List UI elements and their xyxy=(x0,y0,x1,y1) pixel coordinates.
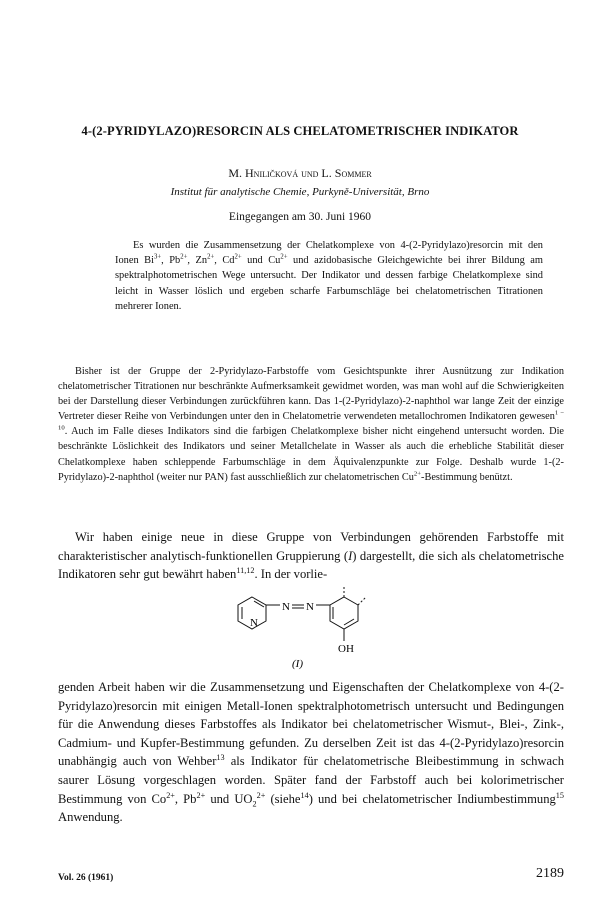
article-title: 4-(2-PYRIDYLAZO)RESORCIN ALS CHELATOMETRISCHER INDIKATOR xyxy=(81,124,519,138)
body-paragraph-2: Wir haben einige neue in diese Gruppe von Verbindungen gehörenden Farbstoffe mit charakteristischer analytisch-funktionellen Gruppierung (I) dargestellt, die sich als chelatometrische Indikatoren sehr gut bewährt haben$^{11,12}$. In der vorlie- xyxy=(58,530,565,582)
journal-volume: Vol. 26 (1961) xyxy=(58,873,114,883)
phenol-ring xyxy=(330,597,358,629)
page-number: 2189 xyxy=(536,866,564,881)
received-date: Eingegangen am 30. Juni 1960 xyxy=(228,211,372,223)
structure-label: (I) xyxy=(292,658,303,670)
abstract: Es wurden die Zusammensetzung der Chelatkomplexe von 4-(2-Pyridylazo)resorcin mit den Ionen $Bi^{3+}$, $Pb^{2+}$, $Zn^{2+}$, $Cd^{2+}$ und $Cu^{2+}$ und azidobasische Gleichgewichte bei ihrer Bildung am spektralphotometrischen Wege untersucht. Der Indikator und dessen farbige Chelatkomplexe sind leicht in Wasser löslich und ergeben scharfe Farbumschläge bei chelatometrischen Titrationen mehrerer Ionen. xyxy=(115,240,543,312)
atom-n-azo-2: N xyxy=(306,601,314,613)
chemical-structure xyxy=(232,585,372,675)
article-authors: M. Hniličková und L. Sommer xyxy=(228,166,372,180)
atom-oh: OH xyxy=(338,643,354,655)
article-institute: Institut für analytische Chemie, Purkyně-Universität, Brno xyxy=(170,186,430,198)
body-paragraph-1: Bisher ist der Gruppe der 2-Pyridylazo-Farbstoffe vom Gesichtspunkte ihrer Ausnützung zur Indikation chelatometrischer Titrationen nur beschränkte Aufmerksamkeit gewidmet worden, was man wohl auf die Schwierigkeiten bei der Darstellung dieser Verbindungen zurückführen kann. Das 1-(2-Pyridylazo)-2-naphthol war lange Zeit der einzige Vertreter dieser Reihe von Verbindungen unter den in Chelatometrie verwendeten metallochromen Indikatoren gewesen$^{1 - 10}$. Auch im Falle dieses Indikators sind die farbigen Chelatkomplexe bisher nicht eingehend untersucht worden. Die beschränkte Löslichkeit des Indikators und seiner Metallchelate in Wasser als auch die erhebliche Stabilität dieser Chelatkomplexe haben schleppende Farbumschläge in dem Äquivalenzpunkte zur Folge. Deshalb wurde 1-(2-Pyridylazo)-2-naphthol (weiter nur PAN) fast ausschließlich zur chelatometrischen $Cu^{2+}$-Bestimmung benützt. xyxy=(58,366,564,483)
atom-n-pyridine: N xyxy=(250,617,258,629)
atom-n-azo-1: N xyxy=(282,601,290,613)
body-paragraph-3: genden Arbeit haben wir die Zusammensetzung und Eigenschaften der Chelatkomplexe von 4-(2-Pyridylazo)resorcin mit einigen Metall-Ionen spektralphotometrisch untersucht und Bedingungen für die Anwendung dieses Farbstoffes als Indikator bei chelatometrischer Wismut-, Blei-, Zink-, Cadmium- und Kupfer-Bestimmung gefunden. Zu derselben Zeit ist das 4-(2-Pyridylazo)resorcin unabhängig auch von Wehber$^{13}$ als Indikator für chelatometrische Bleibestimmung in schwach saurer Lösung vorgeschlagen worden. Später fand der Farbstoff auch bei kolorimetrischer Bestimmung von $Co^{2+}$, $Pb^{2+}$ und $UO_2^{2+}$ (siehe$^{14}$) und bei chelatometrischer Indiumbestimmung$^{15}$ Anwendung. xyxy=(58,680,564,825)
structure-drawing xyxy=(232,585,372,675)
